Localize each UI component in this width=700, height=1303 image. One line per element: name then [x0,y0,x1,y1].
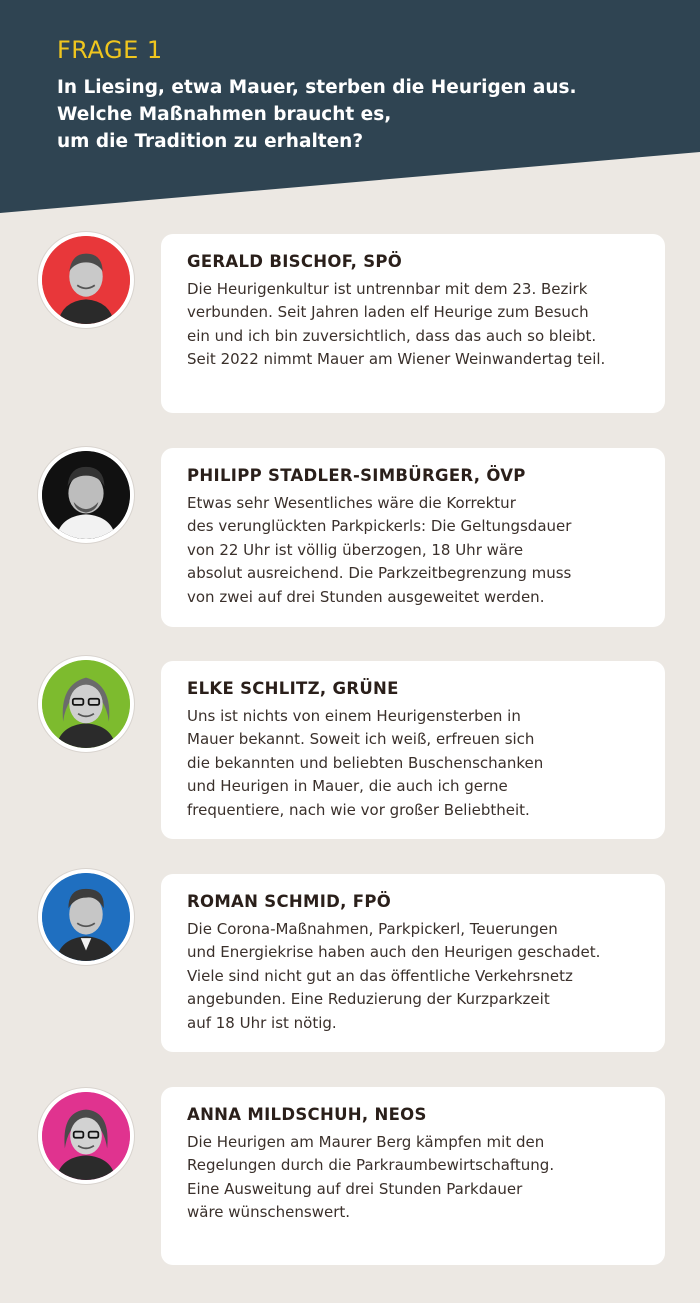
answer-card-neos [161,1087,665,1265]
answer-line: ein und ich bin zuversichtlich, dass das auch so bleibt. [187,326,597,345]
answer-text [187,278,605,372]
respondent-name: ANNA MILDSCHUH, NEOS [187,1105,427,1124]
respondent-name: ROMAN SCHMID, FPÖ [187,892,392,911]
portrait-icon [42,660,130,748]
portrait-icon [42,1092,130,1180]
answer-line: wäre wünschenswert. [187,1203,351,1222]
answer-line: Die Heurigenkultur ist untrennbar mit dem 23. Bezirk [187,280,588,298]
question-line: In Liesing, etwa Mauer, sterben die Heurigen aus. [57,77,577,98]
answer-line: verbunden. Seit Jahren laden elf Heurige zum Besuch [187,303,589,322]
answer-line: angebunden. Eine Reduzierung der Kurzparkzeit [187,990,550,1009]
respondent-name: PHILIPP STADLER-SIMBÜRGER, ÖVP [187,466,526,485]
avatar-spoe [38,232,134,328]
answer-text [187,492,571,609]
answer-line: von 22 Uhr ist völlig überzogen, 18 Uhr wäre [187,540,524,559]
answer-card-fpoe [161,874,665,1052]
portrait-icon [42,236,130,324]
avatar-neos [38,1088,134,1184]
answer-line: von zwei auf drei Stunden ausgeweitet werden. [187,587,545,606]
answer-text [187,918,600,1035]
question-number: FRAGE 1 [57,36,163,64]
question-line: um die Tradition zu erhalten? [57,131,364,152]
answer-card-gruene [161,661,665,839]
avatar-fpoe [38,869,134,965]
portrait-icon [42,451,130,539]
portrait-icon [42,873,130,961]
answer-line: Mauer bekannt. Soweit ich weiß, erfreuen sich [187,730,535,749]
respondent-name: GERALD BISCHOF, SPÖ [187,252,403,271]
avatar-oevp [38,447,134,543]
answer-line: und Heurigen in Mauer, die auch ich gerne [187,777,508,796]
answer-line: auf 18 Uhr ist nötig. [187,1013,337,1032]
answer-text [187,1131,554,1225]
answer-line: Die Heurigen am Maurer Berg kämpfen mit den [187,1133,545,1151]
answer-line: des verunglückten Parkpickerls: Die Geltungsdauer [187,517,572,536]
answer-line: die bekannten und beliebten Buschenschanken [187,753,544,772]
answer-line: Uns ist nichts von einem Heurigensterben in [187,707,521,725]
answer-line: Regelungen durch die Parkraumbewirtschaftung. [187,1156,555,1175]
answer-line: absolut ausreichend. Die Parkzeitbegrenzung muss [187,564,572,583]
answer-card-oevp [161,448,665,627]
answer-card-spoe [161,234,665,413]
avatar-gruene [38,656,134,752]
answer-line: Viele sind nicht gut an das öffentliche Verkehrsnetz [187,966,573,985]
question-text [57,74,677,155]
answer-line: frequentiere, nach wie vor großer Beliebtheit. [187,800,530,819]
answer-line: Die Corona-Maßnahmen, Parkpickerl, Teuerungen [187,920,558,938]
answer-line: und Energiekrise haben auch den Heurigen geschadet. [187,943,601,962]
question-line: Welche Maßnahmen braucht es, [57,104,392,125]
answer-line: Eine Ausweitung auf drei Stunden Parkdauer [187,1179,523,1198]
answer-line: Seit 2022 nimmt Mauer am Wiener Weinwandertag teil. [187,350,606,369]
answer-line: Etwas sehr Wesentliches wäre die Korrektur [187,494,516,512]
answer-text [187,705,543,822]
respondent-name: ELKE SCHLITZ, GRÜNE [187,679,399,698]
